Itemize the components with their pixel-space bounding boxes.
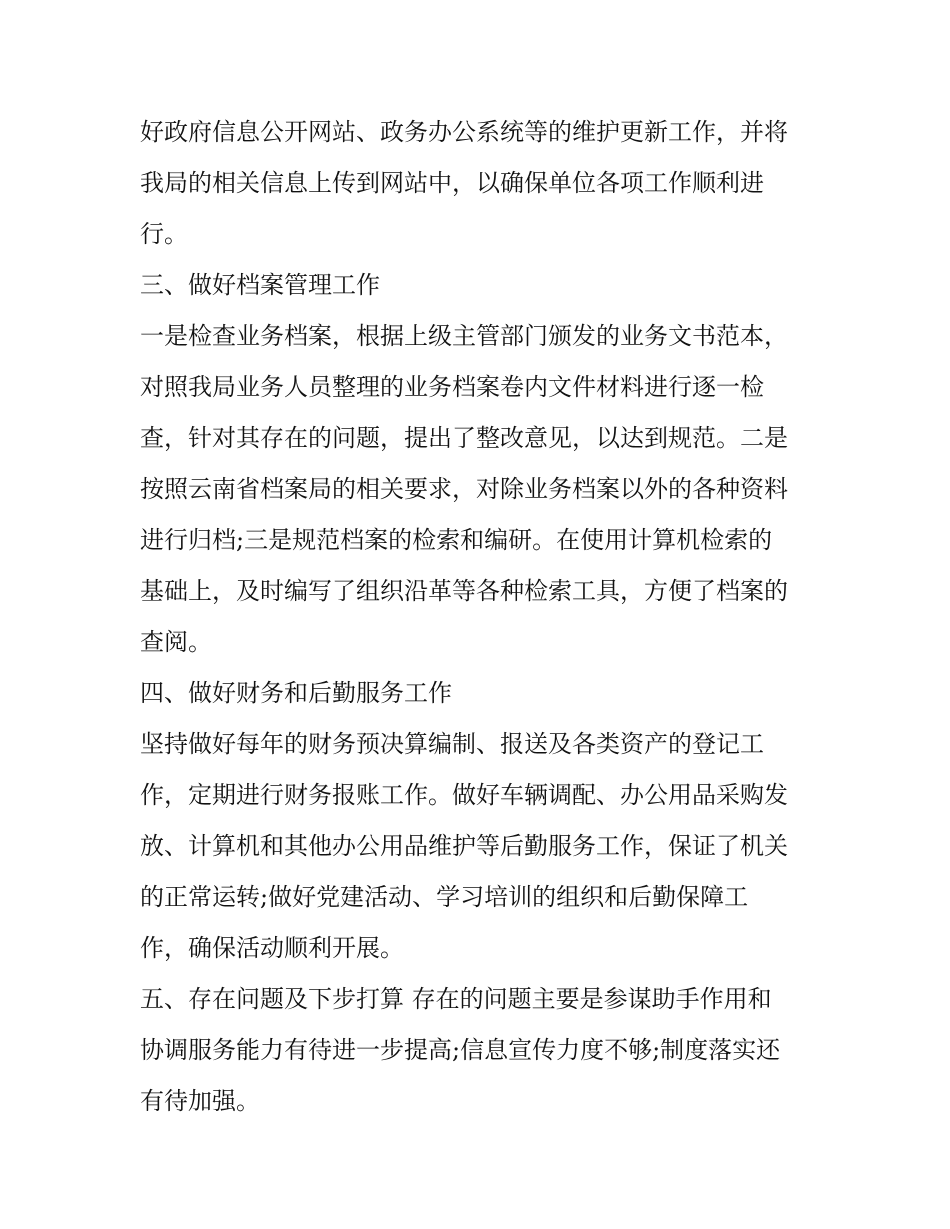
body-line: 进行归档;三是规范档案的检索和编研。在使用计算机检索的 [140,526,773,554]
body-line: 对照我局业务人员整理的业务档案卷内文件材料进行逐一检 [140,373,764,401]
body-line: 好政府信息公开网站、政务办公系统等的维护更新工作，并将 [140,118,788,146]
body-line: 查阅。 [140,628,212,656]
body-line: 按照云南省档案局的相关要求，对除业务档案以外的各种资料 [140,475,788,503]
body-line: 放、计算机和其他办公用品维护等后勤服务工作，保证了机关 [140,832,788,860]
body-line: 查，针对其存在的问题，提出了整改意见，以达到规范。二是 [140,424,788,452]
body-line: 的正常运转;做好党建活动、学习培训的组织和后勤保障工 [140,883,749,911]
body-line: 协调服务能力有待进一步提高;信息宣传力度不够;制度落实还 [140,1036,781,1064]
body-line: 我局的相关信息上传到网站中，以确保单位各项工作顺利进 [140,169,764,197]
body-line: 作，确保活动顺利开展。 [140,934,404,962]
body-line: 一是检查业务档案，根据上级主管部门颁发的业务文书范本， [140,322,788,350]
section-heading-4: 四、做好财务和后勤服务工作 [140,679,452,707]
section-heading-3: 三、做好档案管理工作 [140,271,380,299]
body-line: 作，定期进行财务报账工作。做好车辆调配、办公用品采购发 [140,781,788,809]
body-line: 坚持做好每年的财务预决算编制、报送及各类资产的登记工 [140,730,764,758]
body-line: 有待加强。 [140,1087,260,1115]
body-line: 基础上，及时编写了组织沿革等各种检索工具，方便了档案的 [140,577,788,605]
document-body [140,107,820,1127]
body-line: 行。 [140,220,188,248]
section-heading-5: 五、存在问题及下步打算 存在的问题主要是参谋助手作用和 [140,985,772,1013]
